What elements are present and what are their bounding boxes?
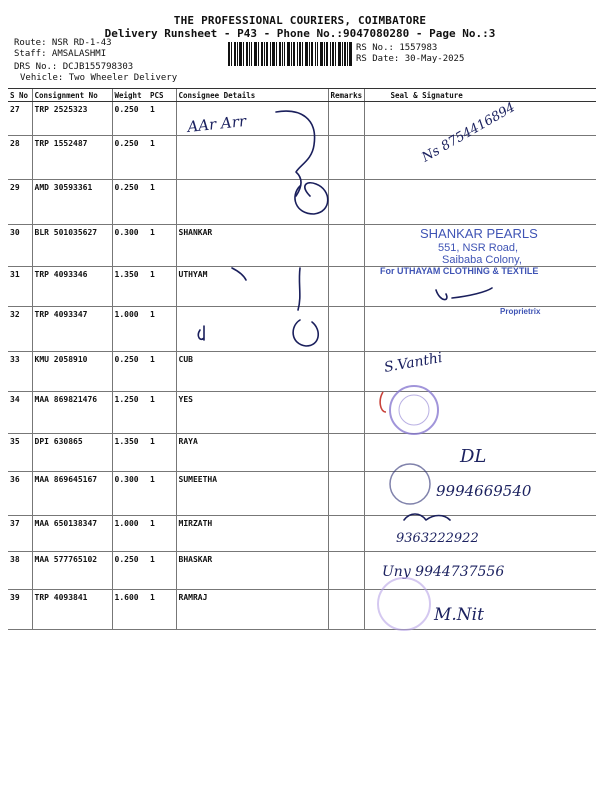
header-weight: Weight — [112, 89, 148, 102]
cell-weight: 0.250 — [112, 352, 148, 392]
cell-weight: 1.000 — [112, 307, 148, 352]
cell-pcs: 1 — [148, 434, 176, 472]
cell-pcs: 1 — [148, 267, 176, 307]
cell-consignment: TRP 4093841 — [32, 590, 112, 630]
cell-sno: 33 — [8, 352, 32, 392]
ink-mark — [198, 326, 204, 340]
cell-pcs: 1 — [148, 102, 176, 136]
route-label: Route: NSR RD-1-43 — [14, 38, 112, 48]
header-consignee: Consignee Details — [176, 89, 328, 102]
cell-weight: 1.000 — [112, 516, 148, 552]
round-seal-row34 — [390, 386, 438, 434]
signature-row31 — [436, 288, 492, 300]
cell-weight: 0.300 — [112, 472, 148, 516]
ink-stroke — [232, 268, 246, 280]
cell-consignee: RAMRAJ — [176, 590, 328, 630]
ink-scribble — [293, 320, 318, 346]
handwriting-row39: M.Nit — [434, 605, 484, 625]
cell-consignee: BHASKAR — [176, 552, 328, 590]
runsheet-title: Delivery Runsheet - P43 - Phone No.:9047080280 - Page No.:3 — [104, 27, 496, 40]
cell-sno: 37 — [8, 516, 32, 552]
cell-weight: 1.600 — [112, 590, 148, 630]
cell-sno: 31 — [8, 267, 32, 307]
round-seal-row39 — [378, 578, 430, 630]
handwriting-row37: 9363222922 — [396, 531, 479, 546]
cell-weight: 0.250 — [112, 136, 148, 180]
cell-consignment: TRP 4093347 — [32, 307, 112, 352]
cell-pcs: 1 — [148, 516, 176, 552]
staff-label: Staff: AMSALASHMI — [14, 49, 107, 59]
cell-sno: 29 — [8, 180, 32, 225]
cell-consignee: CUB — [176, 352, 328, 392]
cell-consignment: TRP 1552487 — [32, 136, 112, 180]
cell-pcs: 1 — [148, 180, 176, 225]
cell-weight: 1.350 — [112, 434, 148, 472]
cell-consignee: RAYA — [176, 434, 328, 472]
stamp-address-1: 551, NSR Road, — [438, 242, 519, 254]
cell-consignment: MAA 869645167 — [32, 472, 112, 516]
cell-weight: 1.350 — [112, 267, 148, 307]
cell-consignment: KMU 2058910 — [32, 352, 112, 392]
handwriting-row36-b: 9994669540 — [436, 482, 532, 500]
header-seal: Seal & Signature — [364, 89, 596, 102]
cell-pcs: 1 — [148, 590, 176, 630]
handwriting-row36-a: DL — [460, 446, 487, 467]
cell-weight: 1.250 — [112, 392, 148, 434]
cell-weight: 0.250 — [112, 552, 148, 590]
cell-consignee: UTHYAM — [176, 267, 328, 307]
cell-pcs: 1 — [148, 307, 176, 352]
cell-sno: 38 — [8, 552, 32, 590]
cell-consignment: TRP 4093346 — [32, 267, 112, 307]
tamil-signature — [404, 514, 450, 520]
stamp-shankar-pearls: SHANKAR PEARLS — [420, 226, 538, 241]
cell-pcs: 1 — [148, 136, 176, 180]
stamp-address-2: Saibaba Colony, — [442, 254, 522, 266]
stamp-proprietrix: Proprietrix — [500, 307, 541, 316]
rs-date: RS Date: 30-May-2025 — [356, 54, 465, 64]
cell-consignee: MIRZATH — [176, 516, 328, 552]
cell-sno: 27 — [8, 102, 32, 136]
cell-consignment: TRP 2525323 — [32, 102, 112, 136]
cell-consignment: MAA 869821476 — [32, 392, 112, 434]
handwriting-row34: S.Vanthi — [382, 349, 444, 376]
vehicle-label: Vehicle: Two Wheeler Delivery — [20, 73, 178, 83]
handwriting-row27: AAr Arr — [186, 111, 247, 136]
company-title: THE PROFESSIONAL COURIERS, COIMBATORE — [173, 14, 427, 27]
red-mark — [380, 392, 386, 412]
cell-consignment: BLR 501035627 — [32, 225, 112, 267]
cell-sno: 39 — [8, 590, 32, 630]
cell-pcs: 1 — [148, 352, 176, 392]
cell-consignment: AMD 30593361 — [32, 180, 112, 225]
ink-stroke — [298, 268, 300, 310]
cell-sno: 32 — [8, 307, 32, 352]
drs-number: DRS No.: DCJB155798303 — [14, 62, 134, 72]
cell-sno: 28 — [8, 136, 32, 180]
stamp-uthayam: For UTHAYAM CLOTHING & TEXTILE — [380, 266, 539, 276]
cell-pcs: 1 — [148, 472, 176, 516]
cell-sno: 36 — [8, 472, 32, 516]
handwriting-row38: Uny 9944737556 — [382, 564, 505, 580]
handwriting-row28: Ns 8754416894 — [419, 100, 518, 166]
cell-sno: 34 — [8, 392, 32, 434]
header-consignment: Consignment No — [32, 89, 112, 102]
cell-weight: 0.300 — [112, 225, 148, 267]
cell-weight: 0.250 — [112, 102, 148, 136]
cell-consignment: MAA 577765102 — [32, 552, 112, 590]
cell-pcs: 1 — [148, 552, 176, 590]
round-seal-inner — [399, 395, 429, 425]
cell-consignee: YES — [176, 392, 328, 434]
cell-consignee: SUMEETHA — [176, 472, 328, 516]
cell-weight: 0.250 — [112, 180, 148, 225]
header-pcs: PCS — [148, 89, 176, 102]
round-seal-row36 — [390, 464, 430, 504]
cell-sno: 30 — [8, 225, 32, 267]
rs-number: RS No.: 1557983 — [356, 43, 438, 53]
cell-consignment: DPI 630865 — [32, 434, 112, 472]
header-remarks: Remarks — [328, 89, 364, 102]
cell-pcs: 1 — [148, 392, 176, 434]
header-sno: S No — [8, 89, 32, 102]
cell-consignment: MAA 650138347 — [32, 516, 112, 552]
cell-consignee: SHANKAR — [176, 225, 328, 267]
cell-pcs: 1 — [148, 225, 176, 267]
cell-sno: 35 — [8, 434, 32, 472]
